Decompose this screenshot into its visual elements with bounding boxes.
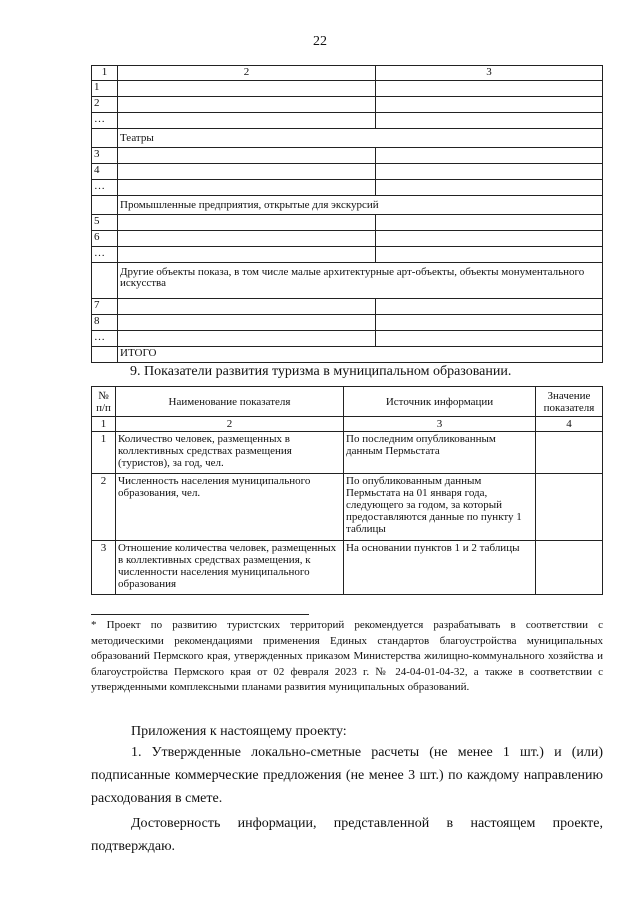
row-num: 4	[92, 164, 118, 180]
table-row	[92, 247, 603, 263]
row-num: …	[92, 113, 118, 129]
row-num: 6	[92, 231, 118, 247]
row-cell	[118, 113, 376, 129]
section-label: Театры	[118, 129, 603, 148]
row-cell	[118, 315, 376, 331]
table-row	[92, 148, 603, 164]
objects-table	[91, 65, 603, 363]
row-cell	[376, 148, 603, 164]
table-row	[92, 113, 603, 129]
row-num: …	[92, 247, 118, 263]
section-label: Промышленные предприятия, открытые для экскурсий	[118, 196, 603, 215]
table-header-row	[92, 387, 603, 417]
table-row	[92, 315, 603, 331]
table-row	[92, 432, 603, 474]
row-cell	[118, 331, 376, 347]
table-row	[92, 299, 603, 315]
total-row	[92, 347, 603, 363]
total-label: ИТОГО	[118, 347, 603, 363]
row-num: 1	[92, 81, 118, 97]
row-value	[536, 541, 603, 595]
footnote-divider	[91, 614, 309, 615]
row-name: Количество человек, размещенных в коллективных средствах размещения (туристов), за год, чел.	[116, 432, 344, 474]
row-cell	[376, 215, 603, 231]
row-num: 3	[92, 541, 116, 595]
row-num	[92, 196, 118, 215]
row-num: …	[92, 331, 118, 347]
colnum-4: 4	[536, 417, 603, 432]
table-row	[92, 81, 603, 97]
row-cell	[118, 97, 376, 113]
row-cell	[376, 81, 603, 97]
row-cell	[118, 164, 376, 180]
section-row	[92, 196, 603, 215]
page-number: 22	[313, 34, 327, 49]
section-label: Другие объекты показа, в том числе малые архитектурные арт-объекты, объекты монументального искусства	[118, 263, 603, 299]
row-num	[92, 347, 118, 363]
row-cell	[376, 331, 603, 347]
table-row	[92, 97, 603, 113]
row-num	[92, 263, 118, 299]
row-cell	[376, 164, 603, 180]
section-9-title: 9. Показатели развития туризма в муниципальном образовании.	[130, 364, 512, 379]
row-cell	[118, 299, 376, 315]
column-numbers-row	[92, 417, 603, 432]
section-row	[92, 129, 603, 148]
footnote: * Проект по развитию туристских территорий рекомендуется разрабатывать в соответствии с методическими рекомендациями применения Единых стандартов благоустройства муниципальных образований Пермского края, утвержденных приказом Министерства жилищно-коммунального хозяйства и благоустройства Пермского края от 02 февраля 2023 г. № 24-04-01-04-32, а также в соответствии с утвержденными комплексными планами развития муниципальных образований.	[91, 619, 603, 693]
row-num: 8	[92, 315, 118, 331]
header-num: № п/п	[92, 387, 116, 417]
row-num: 1	[92, 432, 116, 474]
table-row	[92, 231, 603, 247]
row-cell	[118, 231, 376, 247]
certification-statement: Достоверность информации, представленной в настоящем проекте, подтверждаю.	[91, 816, 603, 854]
row-num: 7	[92, 299, 118, 315]
row-num: 5	[92, 215, 118, 231]
row-cell	[118, 180, 376, 196]
table-row	[92, 180, 603, 196]
colnum-2: 2	[116, 417, 344, 432]
row-value	[536, 474, 603, 541]
tourism-indicators-table	[91, 386, 603, 595]
row-num	[92, 129, 118, 148]
attachments-heading: Приложения к настоящему проекту:	[131, 724, 347, 739]
attachment-item: 1. Утвержденные локально-сметные расчеты (не менее 1 шт.) и (или) подписанные коммерческие предложения (не менее 3 шт.) по каждому направлению расходования в смете.	[91, 745, 603, 806]
table-header-row	[92, 66, 603, 81]
row-cell	[376, 247, 603, 263]
row-name: Отношение количества человек, размещенных в коллективных средствах размещения, к численности населения муниципального образования	[116, 541, 344, 595]
header-cell: 3	[376, 66, 603, 81]
header-source: Источник информации	[344, 387, 536, 417]
header-cell: 1	[92, 66, 118, 81]
row-cell	[118, 81, 376, 97]
row-cell	[376, 180, 603, 196]
table-row	[92, 474, 603, 541]
colnum-1: 1	[92, 417, 116, 432]
row-cell	[376, 299, 603, 315]
row-value	[536, 432, 603, 474]
row-num: …	[92, 180, 118, 196]
row-cell	[118, 215, 376, 231]
table-row	[92, 164, 603, 180]
row-source: По последним опубликованным данным Пермьстата	[344, 432, 536, 474]
table-row	[92, 215, 603, 231]
header-name: Наименование показателя	[116, 387, 344, 417]
row-source: На основании пунктов 1 и 2 таблицы	[344, 541, 536, 595]
colnum-3: 3	[344, 417, 536, 432]
table-row	[92, 541, 603, 595]
row-cell	[376, 113, 603, 129]
row-cell	[118, 247, 376, 263]
row-num: 2	[92, 474, 116, 541]
row-num: 2	[92, 97, 118, 113]
section-row	[92, 263, 603, 299]
row-cell	[118, 148, 376, 164]
header-cell: 2	[118, 66, 376, 81]
row-source: По опубликованным данным Пермьстата на 01 января года, следующего за годом, за который предоставляются данные по пункту 1 таблицы	[344, 474, 536, 541]
row-cell	[376, 231, 603, 247]
row-cell	[376, 97, 603, 113]
table-row	[92, 331, 603, 347]
row-name: Численность населения муниципального образования, чел.	[116, 474, 344, 541]
row-cell	[376, 315, 603, 331]
row-num: 3	[92, 148, 118, 164]
header-value: Значение показателя	[536, 387, 603, 417]
